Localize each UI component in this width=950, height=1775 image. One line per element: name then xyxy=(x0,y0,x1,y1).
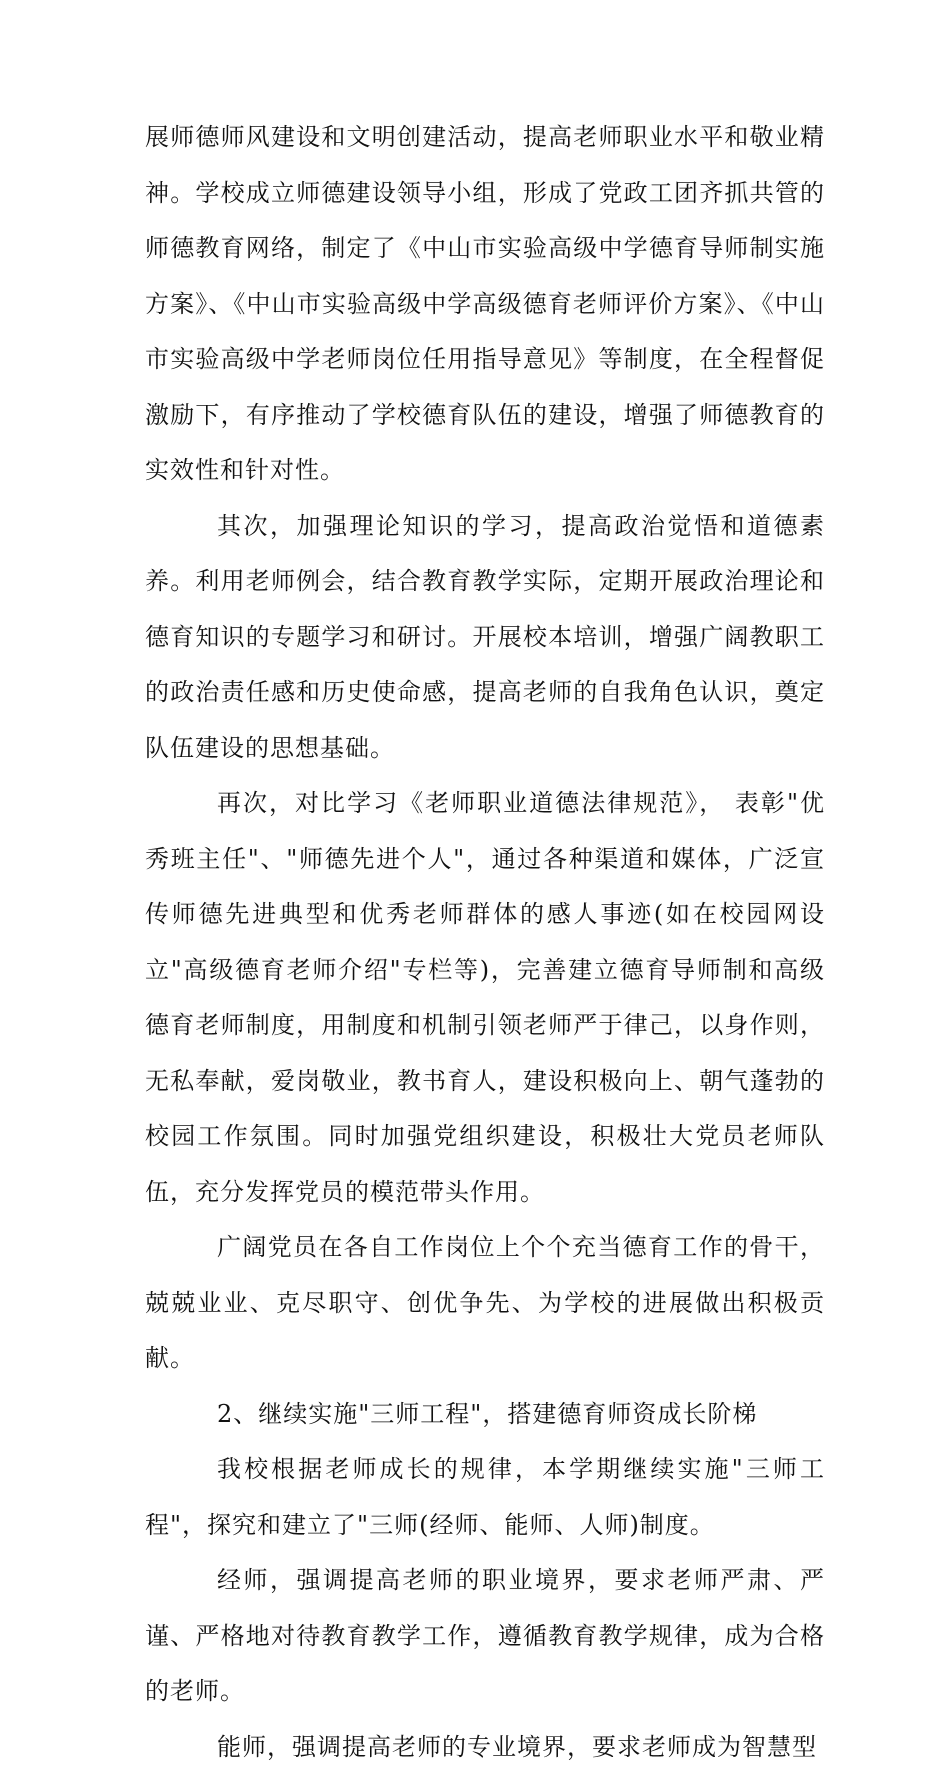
paragraph-7: 能师，强调提高老师的专业境界，要求老师成为智慧型 xyxy=(145,1720,825,1775)
paragraph-1: 展师德师风建设和文明创建活动，提高老师职业水平和敬业精神。学校成立师德建设领导小组，形成了党政工团齐抓共管的师德教育网络，制定了《中山市实验高级中学德育导师制实施方案》、《中山市实验高级中学高级德育老师评价方案》、《中山市实验高级中学老师岗位任用指导意见》等制度，在全程督促激励下，有序推动了学校德育队伍的建设，增强了师德教育的实效性和针对性。 xyxy=(145,110,825,499)
section-heading: 2、继续实施"三师工程"，搭建德育师资成长阶梯 xyxy=(145,1387,825,1443)
paragraph-4: 广阔党员在各自工作岗位上个个充当德育工作的骨干，兢兢业业、克尽职守、创优争先、为学校的进展做出积极贡献。 xyxy=(145,1220,825,1387)
paragraph-5: 我校根据老师成长的规律，本学期继续实施"三师工程"，探究和建立了"三师(经师、能师、人师)制度。 xyxy=(145,1442,825,1553)
paragraph-6: 经师，强调提高老师的职业境界，要求老师严肃、严谨、严格地对待教育教学工作，遵循教育教学规律，成为合格的老师。 xyxy=(145,1553,825,1720)
document-body xyxy=(145,110,825,1775)
paragraph-3: 再次，对比学习《老师职业道德法律规范》， 表彰"优秀班主任"、"师德先进个人"，通过各种渠道和媒体，广泛宣传师德先进典型和优秀老师群体的感人事迹(如在校园网设立"高级德育老师介绍"专栏等)，完善建立德育导师制和高级德育老师制度，用制度和机制引领老师严于律己，以身作则，无私奉献，爱岗敬业，教书育人，建设积极向上、朝气蓬勃的校园工作氛围。同时加强党组织建设，积极壮大党员老师队伍，充分发挥党员的模范带头作用。 xyxy=(145,776,825,1220)
paragraph-2: 其次，加强理论知识的学习，提高政治觉悟和道德素养。利用老师例会，结合教育教学实际，定期开展政治理论和德育知识的专题学习和研讨。开展校本培训，增强广阔教职工的政治责任感和历史使命感，提高老师的自我角色认识，奠定队伍建设的思想基础。 xyxy=(145,499,825,777)
